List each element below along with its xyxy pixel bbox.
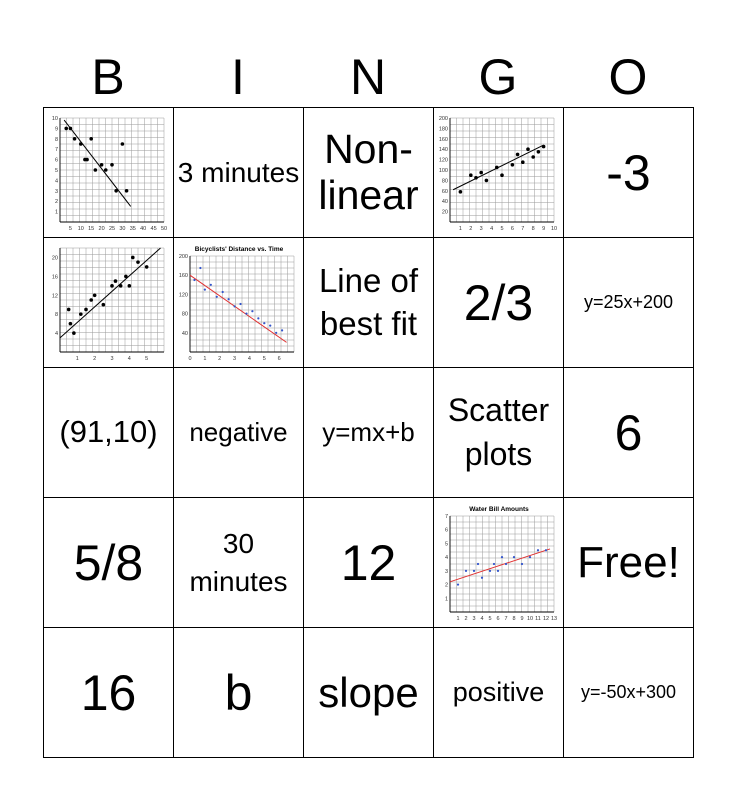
- data-point: [103, 168, 107, 172]
- y-tick-label: 4: [54, 330, 58, 337]
- bingo-cell-g3[interactable]: [434, 368, 564, 498]
- data-point: [492, 562, 494, 564]
- data-point: [479, 170, 483, 174]
- data-point: [85, 157, 89, 161]
- x-tick-label: 10: [550, 225, 557, 232]
- y-tick-label: 120: [438, 157, 448, 164]
- x-tick-label: 2: [217, 355, 221, 362]
- bingo-cell-n4[interactable]: [304, 498, 434, 628]
- y-tick-label: 1: [444, 595, 448, 602]
- x-tick-label: 6: [510, 225, 514, 232]
- data-point: [124, 274, 128, 278]
- bingo-cell-b1[interactable]: [44, 108, 174, 238]
- data-point: [68, 321, 72, 325]
- chart-title: Water Bill Amounts: [468, 505, 529, 513]
- data-point: [124, 189, 128, 193]
- x-tick-label: 9: [519, 615, 524, 622]
- y-tick-label: 10: [51, 115, 58, 122]
- data-point: [472, 569, 474, 571]
- y-tick-label: 7: [444, 513, 448, 520]
- bingo-board: [43, 107, 694, 758]
- y-tick-label: 5: [54, 167, 58, 174]
- data-point: [144, 265, 148, 269]
- y-tick-label: 80: [441, 177, 448, 184]
- cell-text: 6: [614, 404, 643, 461]
- cell-text: Line of best fit: [318, 261, 419, 342]
- cell-text: 5/8: [73, 534, 144, 591]
- bingo-cell-i3[interactable]: [174, 368, 304, 498]
- data-point: [528, 556, 530, 558]
- x-tick-label: 4: [489, 225, 493, 232]
- data-point: [495, 165, 499, 169]
- data-point: [536, 150, 540, 154]
- data-point: [93, 168, 97, 172]
- free-space-text: Free!: [577, 537, 680, 587]
- x-tick-label: 40: [139, 225, 146, 232]
- y-tick-label: 20: [441, 209, 448, 216]
- bingo-cell-n2[interactable]: [304, 238, 434, 368]
- y-tick-label: 160: [178, 272, 188, 279]
- data-point: [199, 266, 201, 268]
- scatter-chart-positive: [438, 112, 560, 234]
- header-letter-b: B: [91, 49, 125, 105]
- y-tick-label: 80: [181, 311, 188, 318]
- y-tick-label: 20: [51, 254, 58, 261]
- x-tick-label: 4: [247, 355, 251, 362]
- x-tick-label: 2: [468, 225, 472, 232]
- bingo-cell-b2[interactable]: [44, 238, 174, 368]
- data-point: [520, 562, 522, 564]
- data-point: [504, 562, 506, 564]
- x-tick-label: 11: [534, 615, 541, 622]
- x-tick-label: 12: [542, 615, 549, 622]
- data-point: [66, 307, 70, 311]
- y-tick-label: 4: [444, 554, 448, 561]
- x-tick-label: 5: [144, 355, 148, 362]
- cell-text: (91,10): [59, 414, 158, 450]
- y-tick-label: 180: [438, 125, 448, 132]
- bingo-cell-g1[interactable]: [434, 108, 564, 238]
- bingo-cell-o3[interactable]: [564, 368, 694, 498]
- y-tick-label: 5: [444, 540, 448, 547]
- x-tick-label: 4: [479, 615, 484, 622]
- x-tick-label: 50: [160, 225, 167, 232]
- data-point: [239, 302, 241, 304]
- data-point: [79, 312, 83, 316]
- bingo-cell-n1[interactable]: [304, 108, 434, 238]
- data-point: [269, 324, 271, 326]
- y-tick-label: 6: [444, 527, 448, 534]
- cell-text: Non-linear: [318, 126, 419, 218]
- data-point: [245, 312, 247, 314]
- data-point: [89, 137, 93, 141]
- header-letter-n: N: [349, 49, 387, 105]
- bingo-cell-o2[interactable]: [564, 238, 694, 368]
- cell-text: y=-50x+300: [580, 682, 677, 703]
- x-tick-label: 3: [232, 355, 236, 362]
- scatter-chart-negative: [48, 112, 170, 234]
- data-point: [251, 310, 253, 312]
- data-point: [464, 569, 466, 571]
- x-tick-label: 6: [495, 615, 500, 622]
- data-point: [544, 549, 546, 551]
- x-tick-label: 3: [109, 355, 114, 362]
- data-point: [500, 173, 504, 177]
- y-tick-label: 8: [54, 136, 58, 143]
- bingo-cell-b3[interactable]: [44, 368, 174, 498]
- data-point: [131, 255, 135, 259]
- scatter-chart-bicyclists: [178, 242, 300, 364]
- data-point: [127, 284, 131, 288]
- cell-text: slope: [318, 668, 419, 716]
- x-tick-label: 0: [187, 355, 192, 362]
- y-tick-label: 4: [54, 177, 58, 184]
- bingo-cell-n3[interactable]: [304, 368, 434, 498]
- data-point: [89, 298, 93, 302]
- x-tick-label: 5: [262, 355, 266, 362]
- cell-text: b: [224, 664, 253, 721]
- y-tick-label: 6: [54, 157, 58, 164]
- cell-text: 12: [340, 534, 397, 591]
- y-tick-label: 12: [51, 292, 58, 299]
- x-tick-label: 7: [520, 225, 524, 232]
- data-point: [92, 293, 96, 297]
- data-point: [113, 279, 117, 283]
- x-tick-label: 9: [541, 225, 545, 232]
- data-point: [203, 288, 205, 290]
- y-tick-label: 2: [444, 582, 448, 589]
- x-tick-label: 2: [92, 355, 96, 362]
- data-point: [536, 549, 538, 551]
- x-tick-label: 1: [455, 615, 460, 622]
- bingo-cell-i5[interactable]: [174, 628, 304, 758]
- y-tick-label: 1: [54, 209, 58, 216]
- data-point: [221, 290, 223, 292]
- data-point: [476, 562, 478, 564]
- data-point: [541, 144, 545, 148]
- y-tick-label: 8: [54, 311, 58, 318]
- y-tick-label: 140: [438, 146, 448, 153]
- x-tick-label: 5: [499, 225, 504, 232]
- data-point: [215, 295, 217, 297]
- bingo-cell-b4[interactable]: [44, 498, 174, 628]
- x-tick-label: 13: [550, 615, 557, 622]
- bingo-header: [43, 48, 693, 106]
- x-tick-label: 20: [98, 225, 105, 232]
- y-tick-label: 160: [438, 136, 448, 143]
- y-tick-label: 100: [438, 167, 448, 174]
- data-point: [521, 160, 525, 164]
- cell-text: 2/3: [463, 274, 534, 331]
- data-point: [99, 163, 103, 167]
- cell-text: y=mx+b: [322, 416, 415, 447]
- y-tick-label: 7: [54, 146, 58, 153]
- data-point: [209, 283, 211, 285]
- data-point: [510, 163, 514, 167]
- data-point: [84, 307, 88, 311]
- data-point: [512, 556, 514, 558]
- cell-text: 16: [80, 664, 137, 721]
- cell-text: 30 minutes: [189, 527, 288, 597]
- x-tick-label: 15: [87, 225, 94, 232]
- data-point: [526, 147, 530, 151]
- bingo-cell-b5[interactable]: [44, 628, 174, 758]
- data-point: [64, 126, 68, 130]
- x-tick-label: 45: [150, 225, 157, 232]
- data-point: [484, 178, 488, 182]
- x-tick-label: 3: [479, 225, 483, 232]
- header-letter-o: O: [608, 49, 648, 105]
- x-tick-label: 35: [129, 225, 136, 232]
- cell-text: positive: [452, 677, 545, 708]
- x-tick-label: 7: [503, 615, 508, 622]
- x-tick-label: 1: [458, 225, 462, 232]
- data-point: [496, 569, 498, 571]
- scatter-chart-water-bill: [438, 502, 560, 624]
- x-tick-label: 30: [118, 225, 125, 232]
- header-letter-g: G: [478, 49, 518, 105]
- y-tick-label: 40: [441, 198, 448, 205]
- data-point: [515, 152, 519, 156]
- data-point: [233, 305, 235, 307]
- data-point: [227, 298, 229, 300]
- bingo-cell-g4[interactable]: [434, 498, 564, 628]
- data-point: [469, 173, 473, 177]
- y-tick-label: 2: [54, 198, 58, 205]
- data-point: [120, 142, 124, 146]
- data-point: [118, 284, 122, 288]
- bingo-cell-o1[interactable]: [564, 108, 694, 238]
- cell-text: negative: [189, 416, 288, 447]
- y-tick-label: 200: [438, 115, 448, 122]
- data-point: [193, 278, 195, 280]
- x-tick-label: 6: [277, 355, 281, 362]
- data-point: [500, 556, 502, 558]
- data-point: [110, 284, 114, 288]
- data-point: [110, 163, 114, 167]
- data-point: [474, 176, 478, 180]
- data-point: [79, 142, 83, 146]
- cell-text: 3 minutes: [177, 156, 300, 188]
- x-tick-label: 1: [202, 355, 206, 362]
- x-tick-label: 8: [511, 615, 516, 622]
- bingo-cell-n5[interactable]: [304, 628, 434, 758]
- scatter-chart-line-fit: [48, 242, 170, 364]
- x-tick-label: 5: [68, 225, 72, 232]
- header-letter-i: I: [231, 49, 245, 105]
- data-point: [136, 260, 140, 264]
- bingo-cell-g5[interactable]: [434, 628, 564, 758]
- data-point: [275, 331, 277, 333]
- y-tick-label: 3: [444, 568, 448, 575]
- x-tick-label: 2: [463, 615, 468, 622]
- x-tick-label: 1: [75, 355, 79, 362]
- y-tick-label: 3: [54, 188, 58, 195]
- bingo-cell-i1[interactable]: [174, 108, 304, 238]
- cell-text: -3: [606, 144, 651, 201]
- y-tick-label: 40: [181, 330, 188, 337]
- data-point: [257, 317, 259, 319]
- bingo-cell-i4[interactable]: [174, 498, 304, 628]
- data-point: [456, 583, 458, 585]
- data-point: [480, 576, 482, 578]
- data-point: [263, 322, 265, 324]
- x-tick-label: 10: [77, 225, 84, 232]
- y-tick-label: 60: [441, 188, 448, 195]
- y-tick-label: 120: [178, 291, 188, 298]
- bingo-cell-g2[interactable]: [434, 238, 564, 368]
- x-tick-label: 10: [526, 615, 533, 622]
- y-tick-label: 16: [51, 273, 58, 280]
- data-point: [114, 189, 118, 193]
- x-tick-label: 3: [471, 615, 476, 622]
- data-point: [68, 126, 72, 130]
- data-point: [281, 329, 283, 331]
- bingo-cell-o5[interactable]: [564, 628, 694, 758]
- cell-text: Scatter plots: [447, 392, 550, 472]
- y-tick-label: 9: [54, 125, 58, 132]
- chart-title: Bicyclists' Distance vs. Time: [194, 245, 283, 253]
- y-tick-label: 200: [178, 253, 188, 260]
- data-point: [488, 569, 490, 571]
- data-point: [72, 137, 76, 141]
- x-tick-label: 4: [127, 355, 131, 362]
- x-tick-label: 8: [531, 225, 535, 232]
- cell-text: y=25x+200: [583, 292, 674, 313]
- bingo-cell-i2[interactable]: [174, 238, 304, 368]
- data-point: [458, 190, 462, 194]
- bingo-cell-o4[interactable]: [564, 498, 694, 628]
- data-point: [531, 155, 535, 159]
- x-tick-label: 5: [487, 615, 492, 622]
- data-point: [101, 302, 105, 306]
- x-tick-label: 25: [108, 225, 115, 232]
- data-point: [72, 331, 76, 335]
